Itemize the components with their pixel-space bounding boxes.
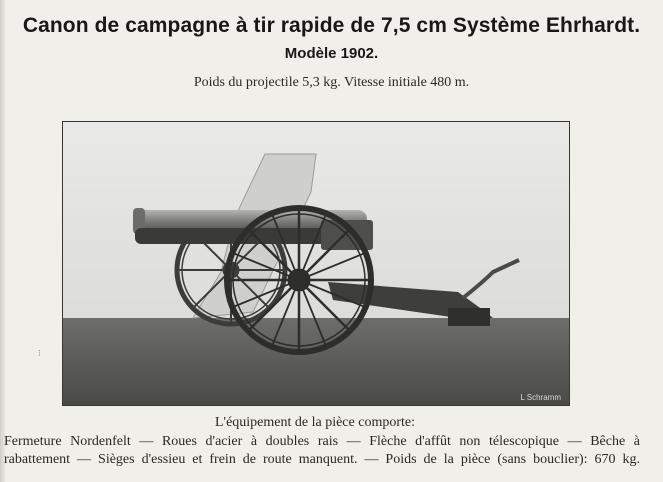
page-title: Canon de campagne à tir rapide de 7,5 cm Système Ehrhardt.	[22, 14, 641, 37]
caption-line-1: Fermeture Nordenfelt — Roues d'acier à doubles rais — Flèche d'affût non télescopique — Bêche à	[4, 434, 640, 449]
page-edge-shadow	[0, 0, 6, 482]
cannon-illustration	[63, 122, 569, 405]
page-subtitle: Modèle 1902.	[284, 45, 379, 62]
cannon-photograph	[62, 121, 570, 406]
ground	[63, 318, 569, 405]
photographer-signature: L Schramm	[520, 393, 561, 402]
spade	[448, 308, 490, 326]
margin-mark: ⁝	[38, 348, 41, 358]
caption-intro: L'équipement de la pièce comporte:	[215, 415, 415, 430]
front-wheel	[227, 208, 371, 352]
specs-line: Poids du projectile 5,3 kg. Vitesse initiale 480 m.	[193, 75, 470, 90]
caption-line-2: rabattement — Sièges d'essieu et frein de route manquent. — Poids de la pièce (sans bouclier): 670 kg.	[4, 452, 640, 467]
